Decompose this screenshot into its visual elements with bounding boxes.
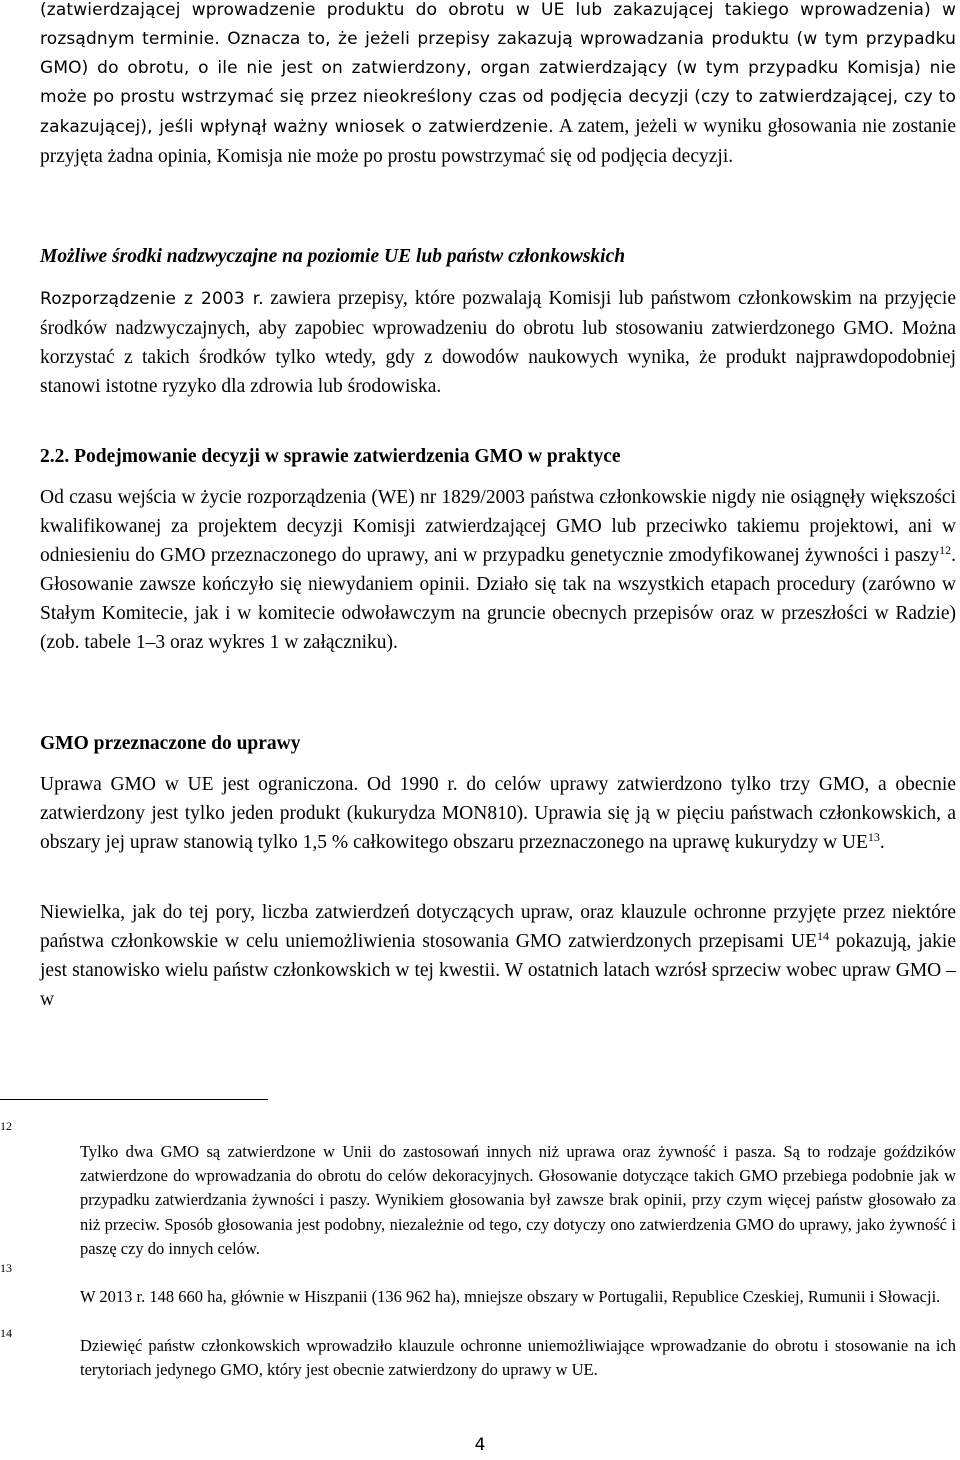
footnote-ref-13: 13: [867, 830, 880, 844]
footnote-text: Dziewięć państw członkowskich wprowadziło klauzule ochronne uniemożliwiające wprowadzanie do obrotu i stosowanie na ich terytoriach jedynego GMO, który jest obecnie zatwierdzony do uprawy w UE.: [80, 1336, 956, 1380]
footnote-ref-14: 14: [817, 929, 830, 943]
paragraph-block-4: [40, 770, 956, 857]
paragraph-5-text-b: pokazują, jakie jest stanowisko wielu państw członkowskich w tej kwestii. W ostatnich latach wzrósł sprzeciw wobec upraw GMO – w: [40, 931, 956, 1010]
paragraph-block-2: [40, 284, 956, 401]
paragraph-block-5: [40, 898, 956, 1014]
paragraph-4-text-a: Uprawa GMO w UE jest ograniczona. Od 1990 r. do celów uprawy zatwierdzono tylko trzy GMO, a obecnie zatwierdzony jest tylko jeden produkt (kukurydza MON810). Uprawia się ją w pięciu państwach członkowskich, a obszary jej upraw stanowią tylko 1,5 % całkowitego obszaru przeznaczonego na uprawę kukurydzy w UE: [40, 774, 956, 853]
footnote-number: 14: [0, 1326, 12, 1340]
footnote-12: [0, 1119, 960, 1261]
footnote-14: [0, 1326, 960, 1382]
paragraph-3-text-b: . Głosowanie zawsze kończyło się niewydaniem opinii. Działo się tak na wszystkich etapach procedury (zarówno w Stałym Komitecie, jak i w komitecie odwoławczym na gruncie obecnych przepisów oraz w przeszłości w Radzie) (zob. tabele 1–3 oraz wykres 1 w załączniku).: [40, 545, 956, 653]
paragraph-block-3: [40, 483, 956, 657]
footnote-ref-12: 12: [939, 543, 952, 557]
paragraph-4: [40, 770, 956, 857]
footnote-13: [0, 1261, 960, 1309]
paragraph-1: [40, 0, 956, 171]
paragraph-1-sans-text: (zatwierdzającej wprowadzenie produktu do obrotu w UE lub zakazującej takiego wprowadzenia) w rozsądnym terminie. Oznacza to, że jeżeli przepisy zakazują wprowadzania produktu (w tym przypadku GMO) do obrotu, o ile nie jest on zatwierdzony, organ zatwierdzający (w tym przypadku Komisja) nie może po prostu wstrzymać się przez nieokreślony czas od podjęcia decyzji (czy to zatwierdzającej, czy to zakazującej), jeśli wpłynął ważny wniosek o zatwierdzenie.: [40, 0, 956, 137]
footnote-separator: [0, 1099, 268, 1100]
paragraph-5: [40, 898, 956, 1014]
paragraph-4-text-b: .: [879, 832, 885, 853]
footnote-number: 13: [0, 1261, 12, 1275]
heading-emergency-measures: Możliwe środki nadzwyczajne na poziomie UE lub państw członkowskich: [40, 246, 626, 267]
section-heading-2-2: 2.2. Podejmowanie decyzji w sprawie zatwierdzenia GMO w praktyce: [40, 446, 621, 467]
paragraph-5-text-a: Niewielka, jak do tej pory, liczba zatwierdzeń dotyczących upraw, oraz klauzule ochronne przyjęte przez niektóre państwa członkowskie w celu uniemożliwienia stosowania GMO zatwierdzonych przepisami UE: [40, 902, 956, 952]
footnote-text: W 2013 r. 148 660 ha, głównie w Hiszpanii (136 962 ha), mniejsze obszary w Portugalii, Republice Czeskiej, Rumunii i Słowacji.: [80, 1287, 941, 1306]
paragraph-3: [40, 483, 956, 657]
paragraph-2-rest: zawiera przepisy, które pozwalają Komisji lub państwom członkowskim na przyjęcie środków nadzwyczajnych, aby zapobiec wprowadzeniu do obrotu lub stosowaniu zatwierdzonego GMO. Można korzystać z takich środków tylko wtedy, gdy z dowodów naukowych wynika, że produkt najprawdopodobniej stanowi istotne ryzyko dla zdrowia lub środowiska.: [40, 288, 957, 397]
heading-gmo-cultivation: GMO przeznaczone do uprawy: [40, 733, 301, 754]
paragraph-block-1: [40, 0, 956, 171]
footnote-text: Tylko dwa GMO są zatwierdzone w Unii do zastosowań innych niż uprawa oraz żywność i pasza. Są to rodzaje goździków zatwierdzone do wprowadzania do obrotu do celów dekoracyjnych. Głosowanie dotyczące takich GMO przebiega podobnie jak w przypadku zatwierdzania żywności i paszy. Wynikiem głosowania był zawsze brak opinii, przy czym więcej państw głosowało za niż przeciw. Sposób głosowania jest podobny, niezależnie od tego, czy dotyczy ono zatwierdzenia GMO do uprawy, jako żywność i paszę czy do innych celów.: [80, 1142, 956, 1258]
page-number: 4: [474, 1435, 486, 1455]
paragraph-2-start: Rozporządzenie z 2003 r.: [40, 289, 264, 309]
footnote-number: 12: [0, 1119, 12, 1133]
paragraph-2: [40, 284, 956, 401]
paragraph-3-text-a: Od czasu wejścia w życie rozporządzenia (WE) nr 1829/2003 państwa członkowskie nigdy nie osiągnęły większości kwalifikowanej za projektem decyzji Komisji zatwierdzającej GMO lub przeciwko takiemu projektowi, ani w odniesieniu do GMO przeznaczonego do uprawy, ani w przypadku genetycznie zmodyfikowanej żywności i paszy: [40, 487, 956, 566]
paragraph-1-serif-text: A zatem, jeżeli w wyniku głosowania nie zostanie przyjęta żadna opinia, Komisja nie może po prostu powstrzymać się od podjęcia decyzji.: [40, 116, 957, 167]
